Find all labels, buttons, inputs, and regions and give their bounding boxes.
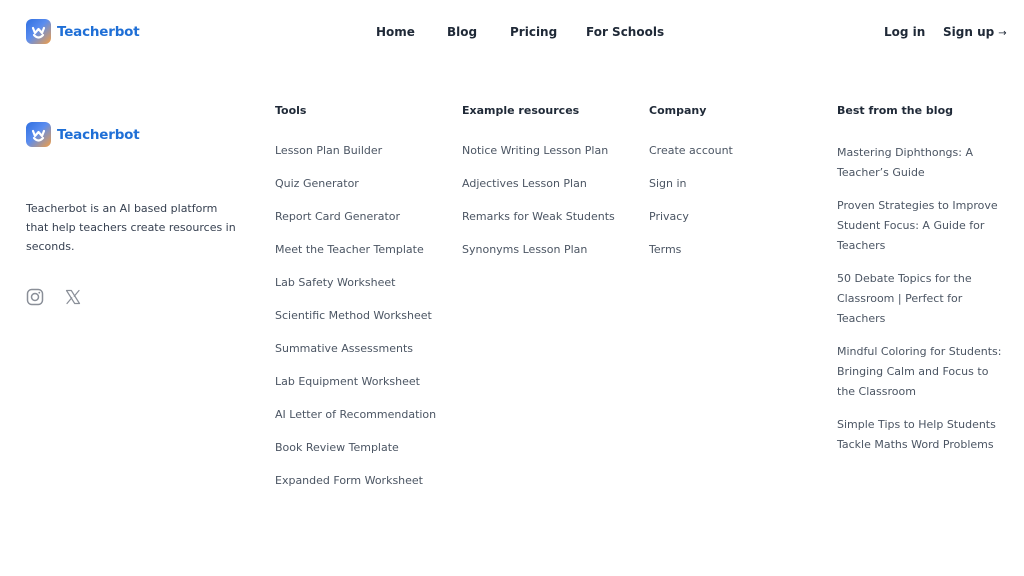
column-title: Example resources	[462, 104, 580, 117]
footer-column-examples	[462, 104, 615, 275]
blog-link-list	[837, 143, 1002, 455]
footer-link[interactable]: Meet the Teacher Template	[275, 243, 424, 256]
footer-link[interactable]: Lab Equipment Worksheet	[275, 375, 420, 388]
nav-pricing[interactable]: Pricing	[510, 25, 558, 39]
tools-link-list	[275, 143, 436, 506]
footer-link[interactable]: Synonyms Lesson Plan	[462, 243, 588, 256]
footer-brand-name: Teacherbot	[57, 126, 140, 143]
blog-post-link[interactable]: 50 Debate Topics for the Classroom | Perfect for Teachers	[837, 272, 972, 325]
footer-link[interactable]: Lesson Plan Builder	[275, 144, 383, 157]
arrow-right-icon: →	[998, 28, 1007, 39]
x-twitter-icon[interactable]	[64, 288, 82, 306]
brand-name: Teacherbot	[57, 23, 140, 40]
blog-post-link[interactable]: Mindful Coloring for Students: Bringing Calm and Focus to the Classroom	[837, 345, 1002, 398]
nav-blog[interactable]: Blog	[447, 25, 478, 39]
footer-link[interactable]: Quiz Generator	[275, 177, 359, 190]
footer-link[interactable]: Expanded Form Worksheet	[275, 474, 423, 487]
footer-description: Teacherbot is an AI based platform that help teachers create resources in seconds.	[26, 202, 236, 253]
blog-post-link[interactable]: Mastering Diphthongs: A Teacher’s Guide	[837, 146, 973, 179]
footer-link[interactable]: Terms	[649, 243, 682, 256]
nav-home[interactable]: Home	[376, 25, 415, 39]
top-navbar	[0, 0, 1024, 64]
footer-link[interactable]: AI Letter of Recommendation	[275, 408, 437, 421]
footer-link[interactable]: Summative Assessments	[275, 342, 413, 355]
teacherbot-logo-icon	[26, 19, 51, 44]
company-link-list	[649, 143, 733, 275]
footer-link[interactable]: Create account	[649, 144, 733, 157]
footer-column-blog	[837, 104, 1002, 468]
footer-brand-logo[interactable]	[26, 122, 140, 147]
signup-link[interactable]	[943, 25, 1007, 39]
column-title: Tools	[275, 104, 307, 117]
footer-link[interactable]: Book Review Template	[275, 441, 399, 454]
footer-link[interactable]: Privacy	[649, 210, 689, 223]
blog-post-link[interactable]: Simple Tips to Help Students Tackle Maths Word Problems	[837, 418, 996, 451]
footer-link[interactable]: Adjectives Lesson Plan	[462, 177, 587, 190]
footer-link[interactable]: Scientific Method Worksheet	[275, 309, 432, 322]
footer-link[interactable]: Report Card Generator	[275, 210, 401, 223]
footer-link[interactable]: Sign in	[649, 177, 687, 190]
footer-link[interactable]: Lab Safety Worksheet	[275, 276, 396, 289]
login-link[interactable]: Log in	[884, 25, 926, 39]
nav-for-schools[interactable]: For Schools	[586, 25, 665, 39]
column-title: Best from the blog	[837, 104, 953, 117]
column-title: Company	[649, 104, 707, 117]
teacherbot-logo-icon	[26, 122, 51, 147]
brand-logo[interactable]	[26, 19, 140, 44]
footer-column-tools	[275, 104, 436, 506]
instagram-icon[interactable]	[26, 288, 44, 306]
examples-link-list	[462, 143, 615, 275]
footer-column-company	[649, 104, 733, 275]
signup-label: Sign up	[943, 25, 995, 39]
blog-post-link[interactable]: Proven Strategies to Improve Student Focus: A Guide for Teachers	[837, 199, 998, 252]
footer-link[interactable]: Remarks for Weak Students	[462, 210, 615, 223]
footer-link[interactable]: Notice Writing Lesson Plan	[462, 144, 609, 157]
